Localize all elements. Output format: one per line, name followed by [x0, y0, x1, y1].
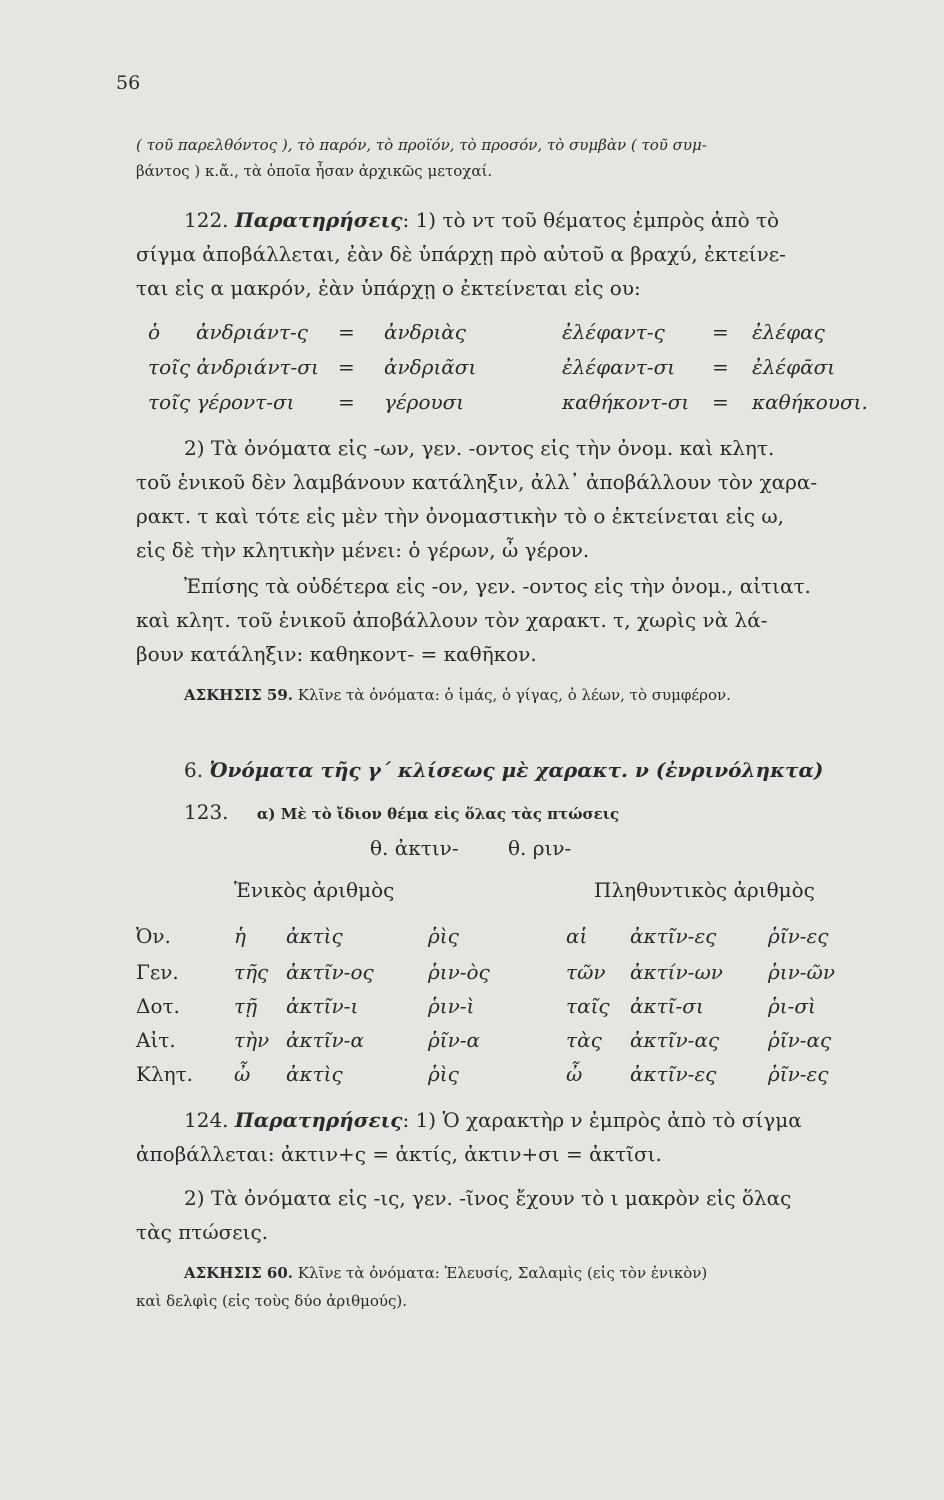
row-3-ris-pl: ῥι-σὶ — [768, 994, 816, 1018]
form-r3-eq2: = — [712, 390, 729, 414]
row-1-aktis-pl: ἀκτῖν-ες — [630, 924, 717, 948]
row-3-aktis-sg: ἀκτῖν-ι — [286, 994, 359, 1018]
row-1-article: ἡ — [234, 924, 246, 948]
form-r1-c1: ὁ — [148, 320, 161, 344]
para2-line-4: εἰς δὲ τὴν κλητικὴν μένει: ὁ γέρων, ὦ γέρον. — [136, 538, 590, 562]
section-122-title: Παρατηρήσεις — [234, 208, 403, 232]
para3-line-2: καὶ κλητ. τοῦ ἑνικοῦ ἀποβάλλουν τὸν χαρακτ. τ, χωρὶς νὰ λά- — [136, 608, 768, 632]
form-r3-c3: γέρουσι — [384, 390, 465, 414]
row-2-ris-pl: ῥιν-ῶν — [768, 960, 835, 984]
section-6-title: Ὀνόματα τῆς γ΄ κλίσεως μὲ χαρακτ. ν (ἐνρινόληκτα) — [209, 758, 824, 782]
row-2-aktis-pl: ἀκτίν-ων — [630, 960, 723, 984]
section-123-number: 123. — [184, 800, 229, 824]
form-r2-c1: τοῖς ἀνδριάντ-σι — [148, 355, 319, 379]
stem-aktin: θ. ἀκτιν- — [370, 836, 459, 860]
row-4-ris-sg: ῥῖν-α — [428, 1028, 481, 1052]
section-123-title: α) Μὲ τὸ ἴδιον θέμα εἰς ὅλας τὰς πτώσεις — [256, 805, 620, 823]
section-124-text-1: : 1) Ὁ χαρακτὴρ ν ἐμπρὸς ἀπὸ τὸ σίγμα — [402, 1108, 802, 1132]
row-5-ris-sg: ῥὶς — [428, 1062, 459, 1086]
plural-header: Πληθυντικὸς ἀριθμὸς — [594, 878, 815, 902]
exercise-60-line-1 — [184, 1264, 707, 1282]
form-r1-eq1: = — [338, 320, 355, 344]
section-122-line-3: ται εἰς α μακρόν, ἐὰν ὑπάρχῃ ο ἐκτείνεται εἰς ου: — [136, 276, 641, 300]
section-123-heading — [184, 800, 619, 824]
row-4-case: Αἰτ. — [136, 1028, 176, 1052]
form-r1-c4: ἐλέφαντ-ς — [562, 320, 665, 344]
exercise-60-line-2: καὶ δελφὶς (εἰς τοὺς δύο ἀριθμούς). — [136, 1292, 408, 1310]
row-4-article-pl: τὰς — [566, 1028, 602, 1052]
row-4-ris-pl: ῥῖν-ας — [768, 1028, 832, 1052]
form-r2-c5: ἐλέφᾱσι — [752, 355, 836, 379]
form-r3-eq1: = — [338, 390, 355, 414]
section-6-heading — [184, 758, 823, 782]
row-4-article: τὴν — [234, 1028, 270, 1052]
row-1-ris-pl: ῥῖν-ες — [768, 924, 829, 948]
para2-line-2: τοῦ ἑνικοῦ δὲν λαμβάνουν κατάληξιν, ἀλλ᾽ ἀποβάλλουν τὸν χαρα- — [136, 470, 818, 494]
row-4-aktis-sg: ἀκτῖν-α — [286, 1028, 364, 1052]
exercise-59 — [184, 686, 731, 704]
section-124-number: 124. — [184, 1108, 229, 1132]
row-5-article: ὦ — [234, 1062, 251, 1086]
para2-line-3: ρακτ. τ καὶ τότε εἰς μὲν τὴν ὀνομαστικὴν τὸ ο ἐκτείνεται εἰς ω, — [136, 504, 785, 528]
row-3-ris-sg: ῥιν-ὶ — [428, 994, 475, 1018]
row-5-ris-pl: ῥῖν-ες — [768, 1062, 829, 1086]
row-5-aktis-sg: ἀκτὶς — [286, 1062, 343, 1086]
section-124-line-1 — [184, 1108, 802, 1132]
section-122-text-1: : 1) τὸ ντ τοῦ θέματος ἐμπρὸς ἀπὸ τὸ — [402, 208, 780, 232]
section-122-number: 122. — [184, 208, 229, 232]
row-5-case: Κλητ. — [136, 1062, 194, 1086]
para4-line-1: 2) Τὰ ὀνόματα εἰς -ις, γεν. -ῖνος ἔχουν τὸ ι μακρὸν εἰς ὅλας — [184, 1186, 792, 1210]
section-124-title: Παρατηρήσεις — [234, 1108, 403, 1132]
section-122-line-1 — [184, 208, 779, 232]
row-2-article-pl: τῶν — [566, 960, 606, 984]
form-r3-c4: καθήκοντ-σι — [562, 390, 690, 414]
row-5-aktis-pl: ἀκτῖν-ες — [630, 1062, 717, 1086]
row-2-case: Γεν. — [136, 960, 179, 984]
form-r1-c3: ἀνδριὰς — [384, 320, 467, 344]
para3-line-3: βουν κατάληξιν: καθηκοντ- = καθῆκον. — [136, 642, 537, 666]
para4-line-2: τὰς πτώσεις. — [136, 1220, 269, 1244]
exercise-59-label: ΑΣΚΗΣΙΣ 59. — [184, 686, 293, 704]
singular-header: Ἑνικὸς ἀριθμὸς — [234, 878, 395, 902]
exercise-60-label: ΑΣΚΗΣΙΣ 60. — [184, 1264, 293, 1282]
form-r3-c1: τοῖς γέροντ-σι — [148, 390, 295, 414]
row-3-article: τῇ — [234, 994, 258, 1018]
row-1-ris-sg: ῥὶς — [428, 924, 459, 948]
form-r1-c2: ἀνδριάντ-ς — [196, 320, 308, 344]
row-4-aktis-pl: ἀκτῖν-ας — [630, 1028, 720, 1052]
form-r1-c5: ἐλέφας — [752, 320, 825, 344]
row-1-article-pl: αἱ — [566, 924, 588, 948]
row-3-case: Δοτ. — [136, 994, 180, 1018]
form-r1-eq2: = — [712, 320, 729, 344]
form-r2-eq1: = — [338, 355, 355, 379]
row-1-case: Ὀν. — [136, 924, 171, 948]
form-r3-c5: καθήκουσι. — [752, 390, 868, 414]
stem-rin: θ. ριν- — [508, 836, 572, 860]
para3-line-1: Ἐπίσης τὰ οὐδέτερα εἰς -ον, γεν. -οντος εἰς τὴν ὀνομ., αἰτιατ. — [184, 574, 811, 598]
para2-line-1: 2) Τὰ ὀνόματα εἰς -ων, γεν. -οντος εἰς τὴν ὀνομ. καὶ κλητ. — [184, 436, 775, 460]
row-3-article-pl: ταῖς — [566, 994, 610, 1018]
row-2-ris-sg: ῥιν-ὸς — [428, 960, 490, 984]
section-122-line-2: σίγμα ἀποβάλλεται, ἐὰν δὲ ὑπάρχῃ πρὸ αὐτοῦ α βραχύ, ἐκτείνε- — [136, 242, 786, 266]
row-2-article: τῆς — [234, 960, 269, 984]
form-r2-c4: ἐλέφαντ-σι — [562, 355, 676, 379]
form-r2-eq2: = — [712, 355, 729, 379]
section-6-number: 6. — [184, 758, 204, 782]
form-r2-c3: ἀνδριᾶσι — [384, 355, 477, 379]
page-number: 56 — [116, 72, 141, 94]
row-5-article-pl: ὦ — [566, 1062, 583, 1086]
row-2-aktis-sg: ἀκτῖν-ος — [286, 960, 374, 984]
intro-line-1: ( τοῦ παρελθόντος ), τὸ παρόν, τὸ προϊόν, τὸ προσόν, τὸ συμβὰν ( τοῦ συμ- — [136, 136, 707, 154]
exercise-60-text-1: Κλῖνε τὰ ὀνόματα: Ἐλευσίς, Σαλαμὶς (εἰς τὸν ἑνικὸν) — [297, 1264, 708, 1282]
row-1-aktis-sg: ἀκτὶς — [286, 924, 343, 948]
section-124-line-2: ἀποβάλλεται: ἀκτιν+ς = ἀκτίς, ἀκτιν+σι = ἀκτῖσι. — [136, 1142, 662, 1166]
intro-line-2: βάντος ) κ.ἄ., τὰ ὁποῖα ἦσαν ἀρχικῶς μετοχαί. — [136, 162, 493, 180]
exercise-59-text: Κλῖνε τὰ ὀνόματα: ὁ ἱμάς, ὁ γίγας, ὁ λέων, τὸ συμφέρον. — [297, 686, 731, 704]
row-3-aktis-pl: ἀκτῖ-σι — [630, 994, 704, 1018]
